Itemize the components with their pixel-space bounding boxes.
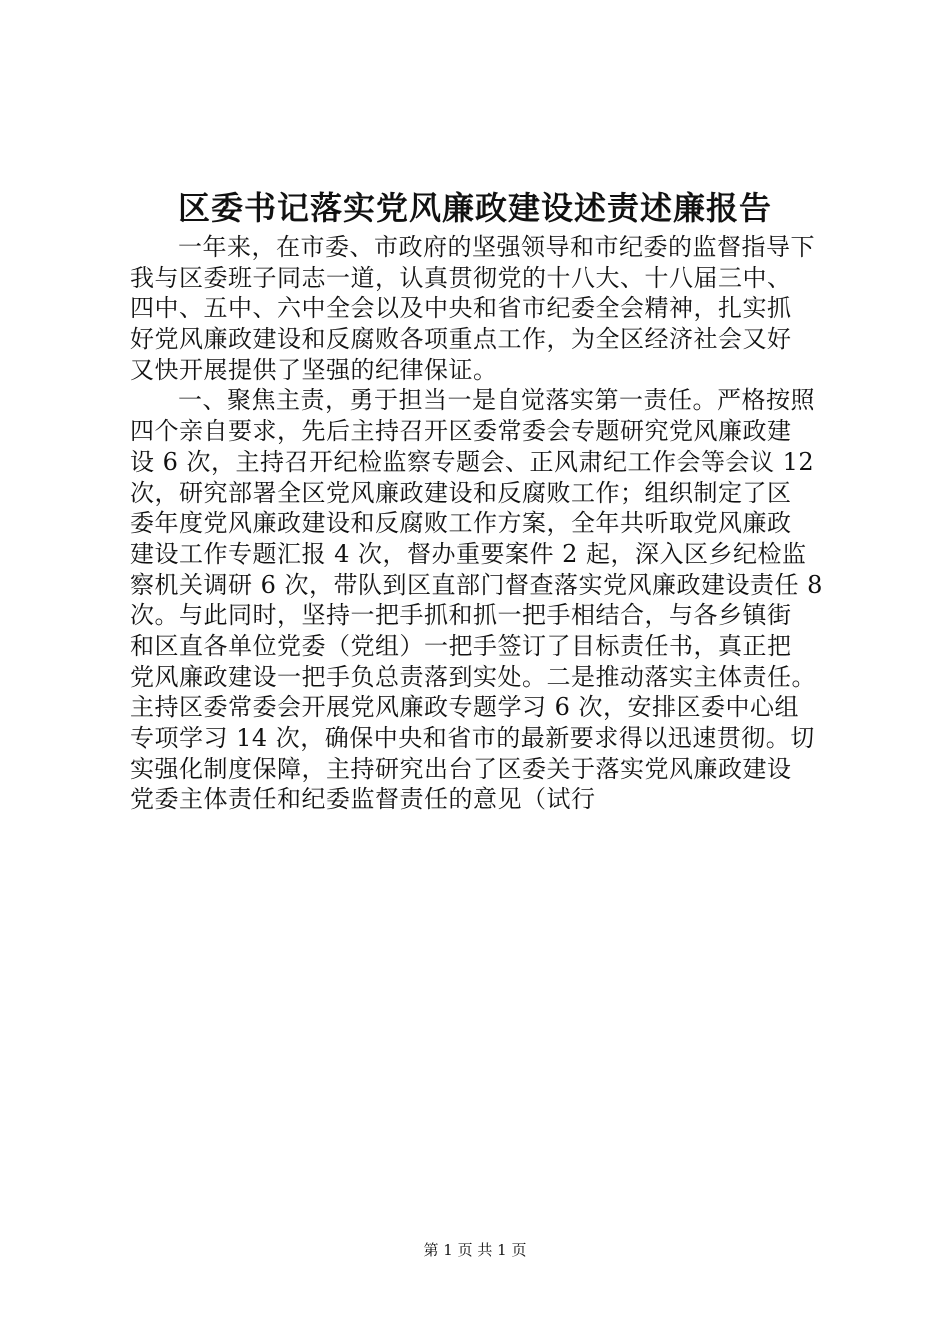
paragraph-line: 四中、五中、六中全会以及中央和省市纪委全会精神，扎实抓: [130, 294, 792, 323]
paragraph-line: 党委主体责任和纪委监督责任的意见（试行: [130, 785, 596, 814]
paragraph-line: 察机关调研 6 次，带队到区直部门督查落实党风廉政建设责任 8: [130, 570, 823, 599]
paragraph-line: 次，研究部署全区党风廉政建设和反腐败工作；组织制定了区: [130, 478, 792, 507]
paragraph-line: 党风廉政建设一把手负总责落到实处。二是推动落实主体责任。: [130, 662, 816, 691]
paragraph-line: 次。与此同时，坚持一把手抓和抓一把手相结合，与各乡镇街: [130, 601, 792, 630]
paragraph-line: 主持区委常委会开展党风廉政专题学习 6 次，安排区委中心组: [130, 693, 800, 722]
paragraph-line: 专项学习 14 次，确保中央和省市的最新要求得以迅速贯彻。切: [130, 724, 815, 752]
paragraph-line: 建设工作专题汇报 4 次，督办重要案件 2 起，深入区乡纪检监: [130, 539, 807, 568]
paragraph-line: 实强化制度保障，主持研究出台了区委关于落实党风廉政建设: [130, 754, 792, 783]
paragraph-line: 一年来，在市委、市政府的坚强领导和市纪委的监督指导下: [178, 233, 815, 261]
paragraph-line: 又快开展提供了坚强的纪律保证。: [130, 355, 498, 384]
paragraph-line: 设 6 次，主持召开纪检监察专题会、正风肃纪工作会等会议 12: [130, 447, 815, 476]
paragraph-line: 委年度党风廉政建设和反腐败工作方案，全年共听取党风廉政: [130, 509, 792, 538]
document-body: [130, 232, 850, 815]
paragraph-line: 好党风廉政建设和反腐败各项重点工作，为全区经济社会又好: [130, 325, 792, 354]
paragraph-line: 和区直各单位党委（党组）一把手签订了目标责任书，真正把: [130, 631, 792, 660]
paragraph-line: 一、聚焦主责，勇于担当一是自觉落实第一责任。严格按照: [178, 386, 815, 415]
paragraph-line: 我与区委班子同志一道，认真贯彻党的十八大、十八届三中、: [130, 263, 792, 292]
page-footer: 第 1 页 共 1 页: [423, 1241, 527, 1259]
paragraph-line: 四个亲自要求，先后主持召开区委常委会专题研究党风廉政建: [130, 417, 792, 446]
document-title: 区委书记落实党风廉政建设述责述廉报告: [177, 189, 772, 227]
